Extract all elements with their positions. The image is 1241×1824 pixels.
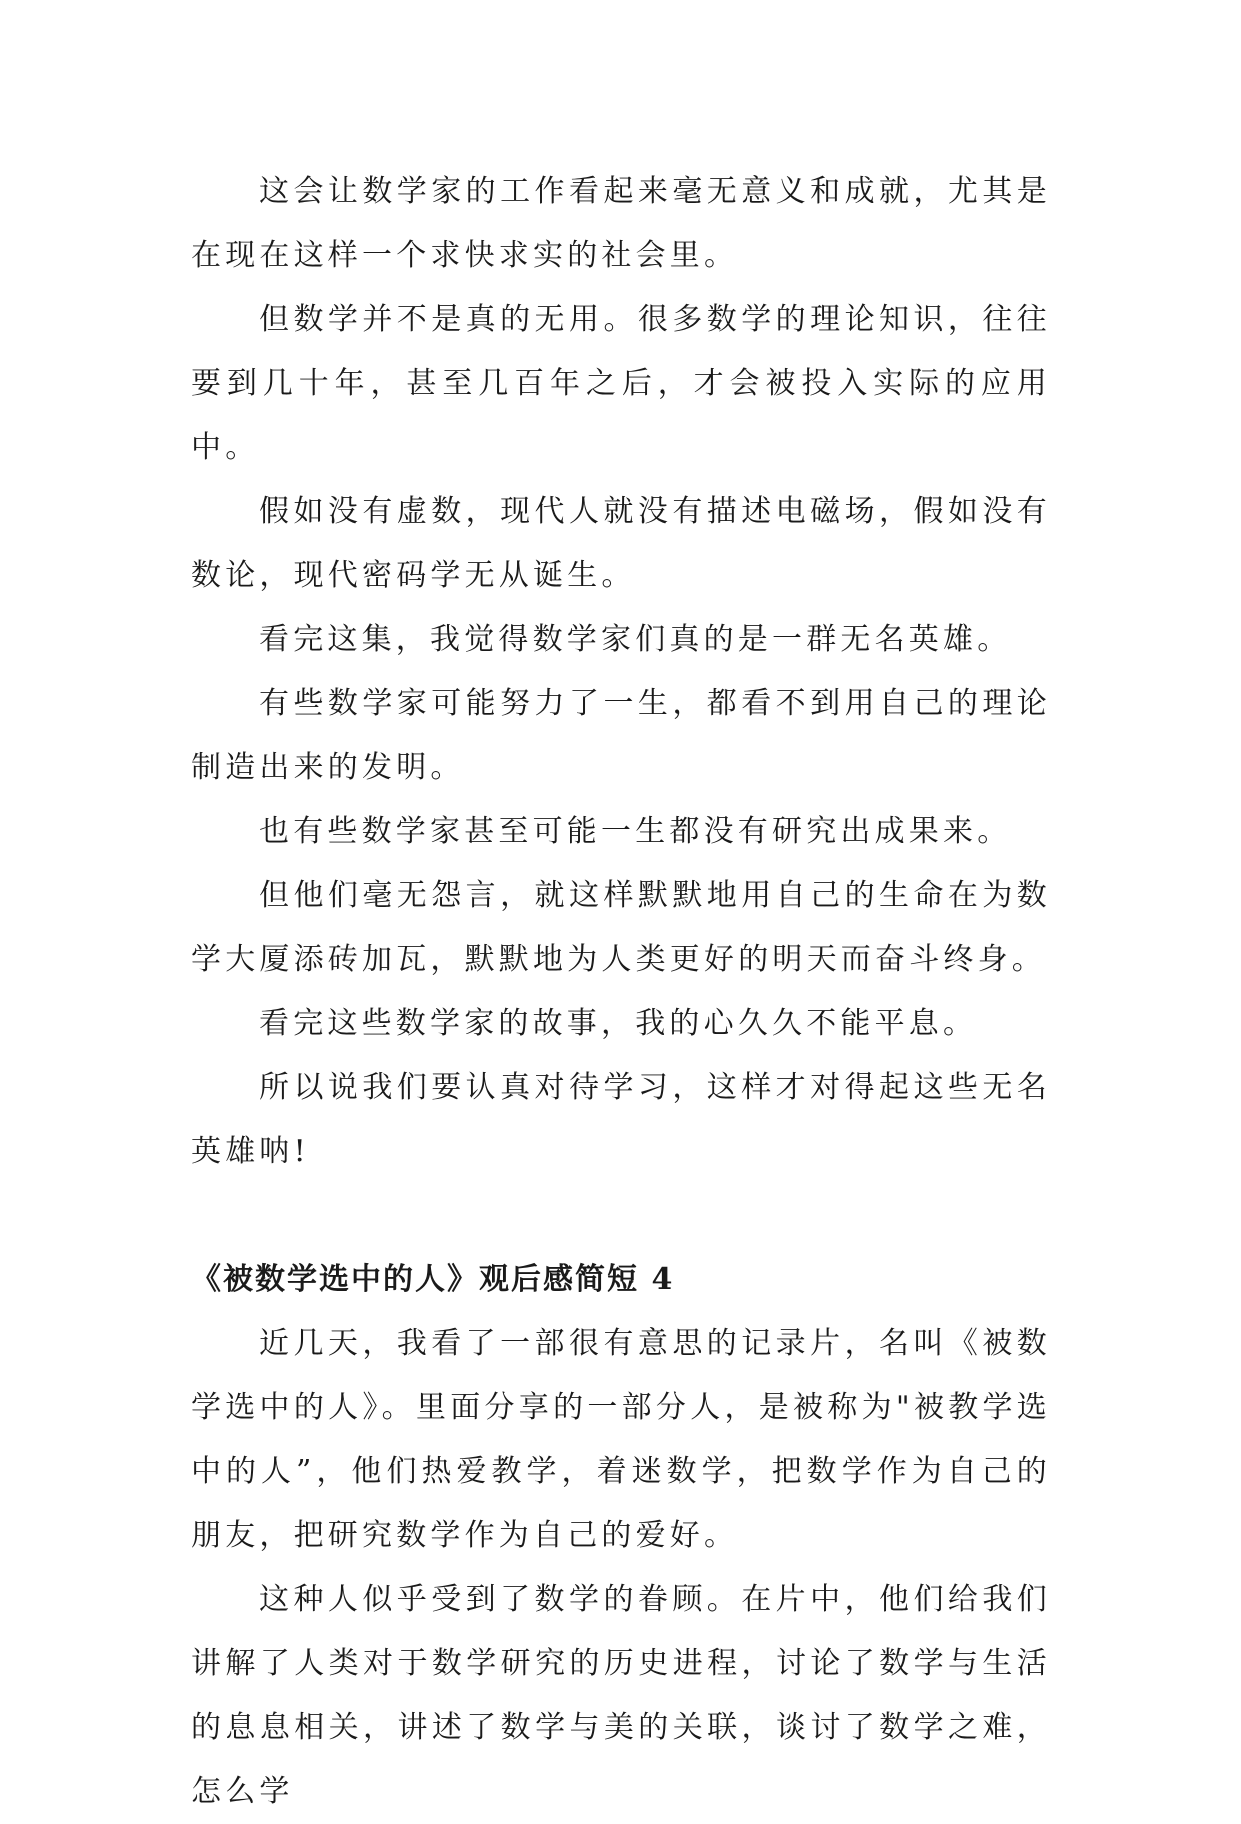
paragraph: 也有些数学家甚至可能一生都没有研究出成果来。 — [259, 814, 1012, 849]
paragraph: 看完这些数学家的故事，我的心久久不能平息。 — [259, 1006, 978, 1041]
paragraph: 假如没有虚数，现代人就没有描述电磁场，假如没有数论，现代密码学无从诞生。 — [191, 494, 1051, 593]
paragraph: 这会让数学家的工作看起来毫无意义和成就，尤其是在现在这样一个求快求实的社会里。 — [191, 174, 1051, 273]
document-body — [191, 160, 1051, 1824]
paragraph: 但他们毫无怨言，就这样默默地用自己的生命在为数学大厦添砖加瓦，默默地为人类更好的明天而奋斗终身。 — [191, 878, 1051, 977]
section-heading: 《被数学选中的人》观后感简短 4 — [191, 1262, 675, 1297]
paragraph: 看完这集，我觉得数学家们真的是一群无名英雄。 — [259, 622, 1012, 657]
paragraph: 但数学并不是真的无用。很多数学的理论知识，往往要到几十年，甚至几百年之后，才会被投入实际的应用中。 — [191, 302, 1051, 465]
paragraph: 有些数学家可能努力了一生，都看不到用自己的理论制造出来的发明。 — [191, 686, 1051, 785]
paragraph: 这种人似乎受到了数学的眷顾。在片中，他们给我们讲解了人类对于数学研究的历史进程，讨论了数学与生活的息息相关，讲述了数学与美的关联，谈讨了数学之难，怎么学 — [191, 1582, 1051, 1809]
paragraph: 所以说我们要认真对待学习，这样才对得起这些无名英雄呐! — [191, 1070, 1051, 1169]
paragraph: 近几天，我看了一部很有意思的记录片，名叫《被数学选中的人》。里面分享的一部分人，是被称为"被教学选中的人”，他们热爱教学，着迷数学，把数学作为自己的朋友，把研究数学作为自己的爱好。 — [191, 1326, 1051, 1553]
